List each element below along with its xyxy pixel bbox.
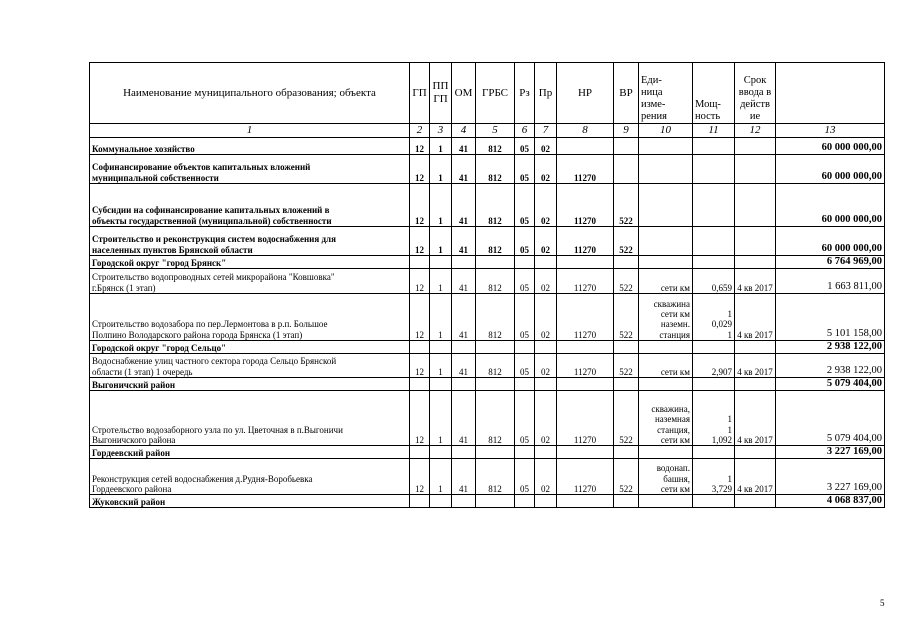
cell-rz: 05 — [515, 184, 535, 227]
cell-gp: 12 — [410, 184, 430, 227]
cell-nr: 11270 — [557, 227, 614, 256]
row-name: Гордеевский район — [90, 446, 410, 459]
cell-nr — [557, 378, 614, 391]
row-name: Строительство водозабора по пер.Лермонтова в р.п. Большое Полпино Володарского района города Брянска (1 этап) — [90, 294, 410, 341]
cell-vr — [614, 155, 639, 184]
cell-rz — [515, 341, 535, 354]
cell-unit: сети км — [639, 269, 693, 294]
table-row — [90, 227, 885, 256]
cell-pr — [535, 495, 557, 508]
cell-sum: 60 000 000,00 — [776, 227, 885, 256]
cell-term — [735, 138, 776, 155]
column-number-row — [90, 124, 885, 138]
row-name: Водоснабжение улиц частного сектора города Сельцо Брянской области (1 этап) 1 очередь — [90, 354, 410, 378]
cell-ppgp — [430, 256, 452, 269]
cell-power: 1 1 1,092 — [693, 391, 735, 446]
cell-grbs — [476, 256, 515, 269]
cell-rz — [515, 378, 535, 391]
cell-vr — [614, 256, 639, 269]
table-row — [90, 269, 885, 294]
column-number: 3 — [430, 124, 452, 138]
column-number: 13 — [776, 124, 885, 138]
cell-om: 41 — [452, 227, 476, 256]
cell-nr — [557, 138, 614, 155]
row-name: Стротельство водозаборного узла по ул. Цветочная в п.Выгоничи Выгоничского района — [90, 391, 410, 446]
cell-nr: 11270 — [557, 155, 614, 184]
cell-vr: 522 — [614, 354, 639, 378]
header-pr: Пр — [535, 63, 557, 124]
cell-om — [452, 378, 476, 391]
cell-om: 41 — [452, 354, 476, 378]
cell-pr — [535, 378, 557, 391]
cell-rz: 05 — [515, 354, 535, 378]
cell-unit — [639, 155, 693, 184]
column-number: 1 — [90, 124, 410, 138]
cell-rz: 05 — [515, 138, 535, 155]
cell-term — [735, 184, 776, 227]
header-name: Наименование муниципального образования; объекта — [90, 63, 410, 124]
column-number: 9 — [614, 124, 639, 138]
cell-om: 41 — [452, 391, 476, 446]
cell-om: 41 — [452, 155, 476, 184]
cell-pr: 02 — [535, 391, 557, 446]
cell-nr: 11270 — [557, 184, 614, 227]
column-number: 7 — [535, 124, 557, 138]
cell-ppgp: 1 — [430, 354, 452, 378]
cell-power — [693, 446, 735, 459]
column-number: 11 — [693, 124, 735, 138]
section-row — [90, 341, 885, 354]
column-number: 10 — [639, 124, 693, 138]
cell-ppgp: 1 — [430, 227, 452, 256]
cell-gp: 12 — [410, 459, 430, 495]
row-name: Строительство водопроводных сетей микрорайона "Ковшовка" г.Брянск (1 этап) — [90, 269, 410, 294]
cell-rz — [515, 495, 535, 508]
cell-vr — [614, 378, 639, 391]
cell-nr: 11270 — [557, 354, 614, 378]
cell-nr: 11270 — [557, 294, 614, 341]
cell-pr — [535, 446, 557, 459]
cell-rz: 05 — [515, 269, 535, 294]
cell-sum: 5 079 404,00 — [776, 391, 885, 446]
header-ppgp: ПП ГП — [430, 63, 452, 124]
cell-sum: 3 227 169,00 — [776, 446, 885, 459]
cell-nr — [557, 446, 614, 459]
cell-om: 41 — [452, 184, 476, 227]
cell-sum: 60 000 000,00 — [776, 155, 885, 184]
cell-ppgp: 1 — [430, 459, 452, 495]
column-number: 5 — [476, 124, 515, 138]
cell-gp — [410, 495, 430, 508]
cell-unit — [639, 446, 693, 459]
cell-unit — [639, 378, 693, 391]
table-row — [90, 184, 885, 227]
header-term: Срок ввода в действ ие — [735, 63, 776, 124]
cell-rz: 05 — [515, 227, 535, 256]
cell-pr: 02 — [535, 155, 557, 184]
table-row — [90, 391, 885, 446]
cell-pr: 02 — [535, 459, 557, 495]
cell-nr — [557, 256, 614, 269]
cell-grbs: 812 — [476, 391, 515, 446]
cell-grbs — [476, 495, 515, 508]
row-name: Городской округ "город Брянск" — [90, 256, 410, 269]
cell-nr: 11270 — [557, 459, 614, 495]
cell-om — [452, 495, 476, 508]
cell-nr: 11270 — [557, 391, 614, 446]
cell-term: 4 кв 2017 — [735, 459, 776, 495]
cell-ppgp — [430, 495, 452, 508]
cell-ppgp — [430, 341, 452, 354]
cell-power — [693, 184, 735, 227]
cell-vr: 522 — [614, 459, 639, 495]
header-sum — [776, 63, 885, 124]
cell-term: 4 кв 2017 — [735, 294, 776, 341]
cell-term — [735, 227, 776, 256]
cell-term: 4 кв 2017 — [735, 269, 776, 294]
cell-vr — [614, 446, 639, 459]
column-number: 4 — [452, 124, 476, 138]
cell-unit: скважина сети км наземн. станция — [639, 294, 693, 341]
cell-rz — [515, 256, 535, 269]
cell-grbs — [476, 378, 515, 391]
section-row — [90, 256, 885, 269]
cell-pr: 02 — [535, 269, 557, 294]
cell-vr: 522 — [614, 391, 639, 446]
table-body — [90, 138, 885, 508]
cell-sum: 2 938 122,00 — [776, 354, 885, 378]
cell-power — [693, 341, 735, 354]
column-number: 12 — [735, 124, 776, 138]
cell-gp: 12 — [410, 354, 430, 378]
cell-term — [735, 341, 776, 354]
cell-power — [693, 138, 735, 155]
cell-grbs: 812 — [476, 459, 515, 495]
table-row — [90, 138, 885, 155]
table-row — [90, 354, 885, 378]
cell-sum: 3 227 169,00 — [776, 459, 885, 495]
cell-pr — [535, 341, 557, 354]
header-unit: Еди- ница изме- рения — [639, 63, 693, 124]
row-name: Выгоничский район — [90, 378, 410, 391]
section-row — [90, 378, 885, 391]
cell-power — [693, 155, 735, 184]
header-row — [90, 63, 885, 124]
cell-power: 1 0,029 1 — [693, 294, 735, 341]
row-name: Строительство и реконструкция систем водоснабжения для населенных пунктов Брянской области — [90, 227, 410, 256]
cell-grbs — [476, 341, 515, 354]
cell-ppgp: 1 — [430, 294, 452, 341]
cell-term: 4 кв 2017 — [735, 391, 776, 446]
cell-vr: 522 — [614, 184, 639, 227]
cell-ppgp: 1 — [430, 269, 452, 294]
cell-pr: 02 — [535, 354, 557, 378]
cell-om: 41 — [452, 294, 476, 341]
header-rz: Рз — [515, 63, 535, 124]
cell-gp — [410, 446, 430, 459]
cell-grbs: 812 — [476, 138, 515, 155]
cell-unit — [639, 184, 693, 227]
cell-sum: 60 000 000,00 — [776, 184, 885, 227]
cell-ppgp: 1 — [430, 391, 452, 446]
column-number: 6 — [515, 124, 535, 138]
cell-om — [452, 446, 476, 459]
cell-term — [735, 495, 776, 508]
cell-power — [693, 495, 735, 508]
cell-gp — [410, 341, 430, 354]
cell-sum: 6 764 969,00 — [776, 256, 885, 269]
header-om: ОМ — [452, 63, 476, 124]
header-grbs: ГРБС — [476, 63, 515, 124]
table-row — [90, 294, 885, 341]
cell-term — [735, 155, 776, 184]
cell-power: 1 3,729 — [693, 459, 735, 495]
cell-rz — [515, 446, 535, 459]
cell-om — [452, 256, 476, 269]
cell-power: 0,659 — [693, 269, 735, 294]
cell-pr: 02 — [535, 184, 557, 227]
cell-rz: 05 — [515, 391, 535, 446]
cell-grbs: 812 — [476, 184, 515, 227]
cell-term — [735, 378, 776, 391]
cell-gp: 12 — [410, 138, 430, 155]
row-name: Жуковский район — [90, 495, 410, 508]
cell-unit: скважина, наземная станция, сети км — [639, 391, 693, 446]
cell-gp: 12 — [410, 227, 430, 256]
cell-gp: 12 — [410, 155, 430, 184]
cell-om: 41 — [452, 269, 476, 294]
header-vr: ВР — [614, 63, 639, 124]
cell-vr: 522 — [614, 294, 639, 341]
header-power: Мощ- ность — [693, 63, 735, 124]
cell-sum: 1 663 811,00 — [776, 269, 885, 294]
cell-rz: 05 — [515, 155, 535, 184]
cell-grbs — [476, 446, 515, 459]
cell-sum: 60 000 000,00 — [776, 138, 885, 155]
cell-om: 41 — [452, 459, 476, 495]
header-nr: НР — [557, 63, 614, 124]
cell-ppgp: 1 — [430, 184, 452, 227]
cell-power — [693, 378, 735, 391]
cell-rz: 05 — [515, 459, 535, 495]
cell-unit — [639, 227, 693, 256]
cell-power — [693, 227, 735, 256]
row-name: Городской округ "город Сельцо" — [90, 341, 410, 354]
cell-vr — [614, 138, 639, 155]
budget-table — [89, 62, 885, 508]
cell-grbs: 812 — [476, 269, 515, 294]
cell-vr — [614, 341, 639, 354]
row-name: Субсидии на софинансирование капитальных вложений в объекты государственной (муниципальной) собственности — [90, 184, 410, 227]
header-gp: ГП — [410, 63, 430, 124]
table-row — [90, 459, 885, 495]
cell-om — [452, 341, 476, 354]
cell-vr — [614, 495, 639, 508]
cell-grbs: 812 — [476, 354, 515, 378]
cell-unit: водонап. башня, сети км — [639, 459, 693, 495]
cell-term: 4 кв 2017 — [735, 354, 776, 378]
table-row — [90, 155, 885, 184]
cell-rz: 05 — [515, 294, 535, 341]
cell-pr: 02 — [535, 227, 557, 256]
cell-gp — [410, 378, 430, 391]
cell-sum: 5 079 404,00 — [776, 378, 885, 391]
column-number: 8 — [557, 124, 614, 138]
section-row — [90, 495, 885, 508]
cell-ppgp: 1 — [430, 155, 452, 184]
cell-sum: 4 068 837,00 — [776, 495, 885, 508]
cell-grbs: 812 — [476, 294, 515, 341]
cell-power — [693, 256, 735, 269]
cell-grbs: 812 — [476, 155, 515, 184]
cell-unit — [639, 341, 693, 354]
cell-unit: сети км — [639, 354, 693, 378]
cell-ppgp — [430, 446, 452, 459]
cell-gp: 12 — [410, 269, 430, 294]
cell-ppgp: 1 — [430, 138, 452, 155]
cell-gp: 12 — [410, 391, 430, 446]
cell-pr: 02 — [535, 138, 557, 155]
cell-power: 2,907 — [693, 354, 735, 378]
cell-grbs: 812 — [476, 227, 515, 256]
cell-vr: 522 — [614, 227, 639, 256]
cell-term — [735, 446, 776, 459]
row-name: Софинансирование объектов капитальных вложений муниципальной собственности — [90, 155, 410, 184]
cell-om: 41 — [452, 138, 476, 155]
cell-nr — [557, 495, 614, 508]
cell-nr — [557, 341, 614, 354]
cell-vr: 522 — [614, 269, 639, 294]
cell-sum: 2 938 122,00 — [776, 341, 885, 354]
column-number: 2 — [410, 124, 430, 138]
row-name: Реконструкция сетей водоснабжения д.Рудня-Воробьевка Гордеевского района — [90, 459, 410, 495]
cell-unit — [639, 256, 693, 269]
page-number: 5 — [880, 598, 885, 608]
cell-pr — [535, 256, 557, 269]
cell-nr: 11270 — [557, 269, 614, 294]
cell-sum: 5 101 158,00 — [776, 294, 885, 341]
cell-gp — [410, 256, 430, 269]
cell-term — [735, 256, 776, 269]
cell-unit — [639, 138, 693, 155]
cell-unit — [639, 495, 693, 508]
row-name: Коммунальное хозяйство — [90, 138, 410, 155]
cell-ppgp — [430, 378, 452, 391]
cell-pr: 02 — [535, 294, 557, 341]
cell-gp: 12 — [410, 294, 430, 341]
section-row — [90, 446, 885, 459]
